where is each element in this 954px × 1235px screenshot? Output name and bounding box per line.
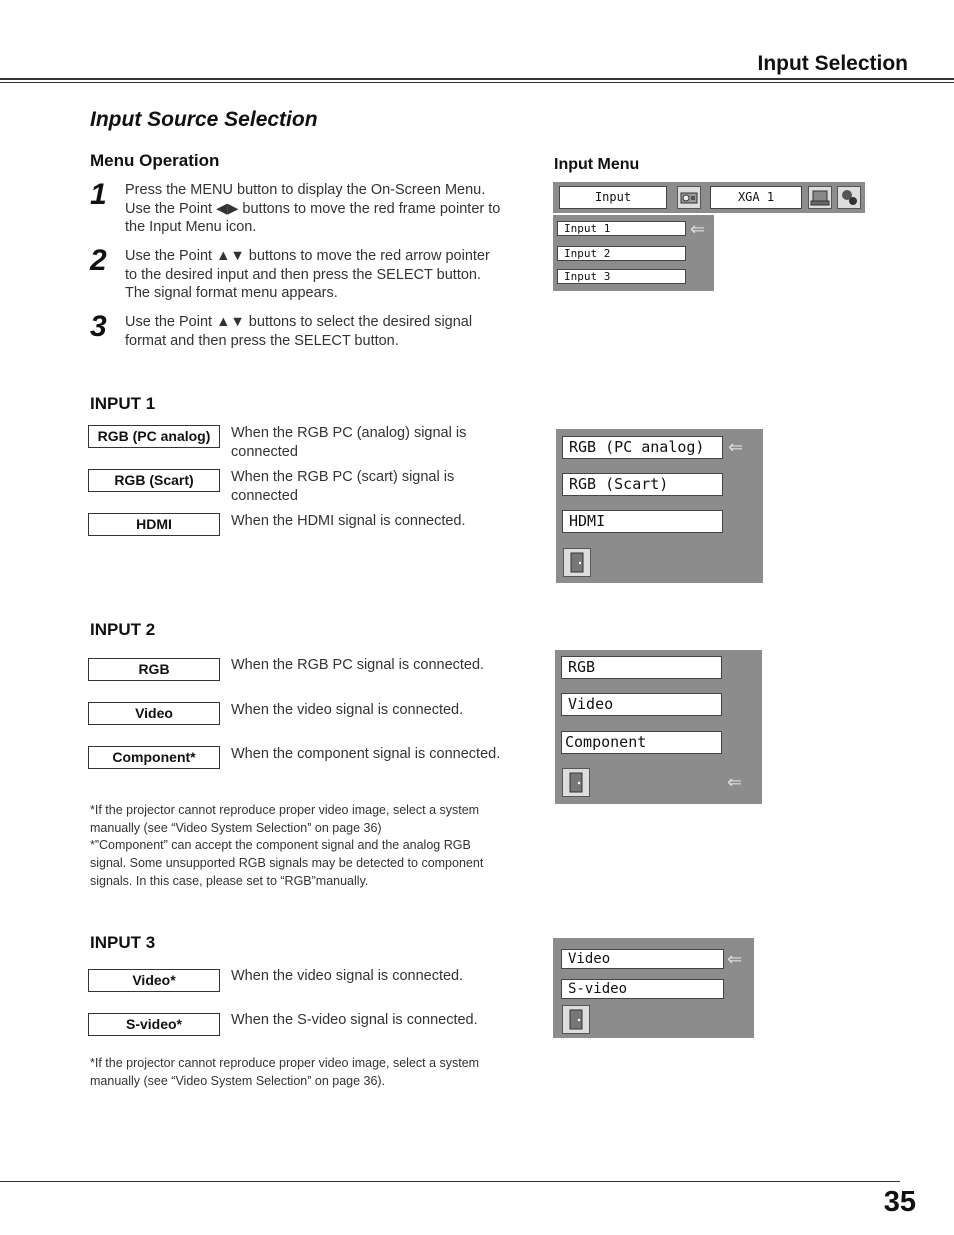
step-text: Press the MENU button to display the On-Screen Menu. Use the Point ◀▶ buttons to move the red frame pointer to the Input Menu icon. [125, 182, 501, 235]
input2-note: *”Component” can accept the component signal and the analog RGB signal. Some unsupported RGB signals may be detected to component signals. In this case, please set to “RGB”manually. [90, 838, 484, 888]
input3-menu-item[interactable]: Video [561, 949, 724, 969]
step-number: 3 [90, 310, 107, 343]
arrow-pointer-icon: ⇐ [728, 437, 744, 457]
computer-icon[interactable] [808, 186, 832, 209]
exit-door-icon[interactable] [562, 1005, 590, 1034]
input2-menu-item[interactable]: Video [561, 693, 722, 716]
input1-label: RGB (Scart) [88, 469, 220, 492]
input1-menu-item[interactable]: RGB (Scart) [562, 473, 723, 496]
input-menu-bar [553, 182, 865, 213]
settings-icon[interactable] [837, 186, 861, 209]
menu-signal-mode: XGA 1 [710, 186, 802, 209]
input1-heading: INPUT 1 [90, 394, 156, 413]
input2-label: RGB [88, 658, 220, 681]
input2-menu-item[interactable]: RGB [561, 656, 722, 679]
input1-menu-item[interactable]: HDMI [562, 510, 723, 533]
input3-menu-item[interactable]: S-video [561, 979, 724, 999]
input2-desc: When the video signal is connected. [231, 702, 464, 718]
page-header-title: Input Selection [757, 52, 908, 75]
input2-heading: INPUT 2 [90, 620, 156, 639]
input3-desc: When the S-video signal is connected. [231, 1012, 478, 1028]
exit-door-icon[interactable] [562, 768, 590, 797]
header-rule-thin [0, 82, 954, 83]
step-text: Use the Point ▲▼ buttons to move the red arrow pointer to the desired input and then press the SELECT button. The signal format menu appears. [125, 248, 490, 301]
input-menu-list [553, 215, 714, 291]
input2-label: Component* [88, 746, 220, 769]
input1-menu [556, 429, 763, 583]
input2-note: *If the projector cannot reproduce proper video image, select a system manually (see “Video System Selection” on page 36) [90, 803, 480, 835]
footer-rule [0, 1181, 900, 1182]
step-number: 1 [90, 178, 107, 211]
input2-desc: When the RGB PC signal is connected. [231, 657, 485, 673]
input2-desc: When the component signal is connected. [231, 746, 501, 762]
input-menu-item[interactable]: Input 1 [557, 221, 686, 236]
header-rule [0, 78, 954, 80]
input2-menu [555, 650, 762, 804]
input1-label: RGB (PC analog) [88, 425, 220, 448]
input3-label: S-video* [88, 1013, 220, 1036]
input2-label: Video [88, 702, 220, 725]
input1-desc: When the RGB PC (scart) signal is connected [231, 469, 455, 504]
menu-tab-input[interactable]: Input [559, 186, 667, 209]
input2-menu-item[interactable]: Component [561, 731, 722, 754]
input-menu-item[interactable]: Input 2 [557, 246, 686, 261]
input1-label: HDMI [88, 513, 220, 536]
input3-label: Video* [88, 969, 220, 992]
arrow-pointer-icon: ⇐ [727, 772, 743, 792]
projector-icon[interactable] [677, 186, 701, 209]
input1-desc: When the RGB PC (analog) signal is connected [231, 425, 467, 460]
step-number: 2 [90, 244, 107, 277]
step-text: Use the Point ▲▼ buttons to select the desired signal format and then press the SELECT button. [125, 314, 473, 349]
input-menu-item[interactable]: Input 3 [557, 269, 686, 284]
arrow-pointer-icon: ⇐ [727, 949, 743, 969]
input1-desc: When the HDMI signal is connected. [231, 513, 466, 529]
input3-heading: INPUT 3 [90, 933, 156, 952]
input3-menu [553, 938, 754, 1038]
menu-operation-heading: Menu Operation [90, 151, 220, 170]
exit-door-icon[interactable] [563, 548, 591, 577]
input-menu-heading: Input Menu [554, 156, 640, 173]
input1-menu-item[interactable]: RGB (PC analog) [562, 436, 723, 459]
input3-desc: When the video signal is connected. [231, 968, 464, 984]
section-title: Input Source Selection [90, 108, 318, 131]
page-number: 35 [883, 1186, 916, 1218]
input3-note: *If the projector cannot reproduce proper video image, select a system manually (see “Video System Selection” on page 36). [90, 1056, 480, 1088]
arrow-pointer-icon: ⇐ [690, 219, 706, 239]
